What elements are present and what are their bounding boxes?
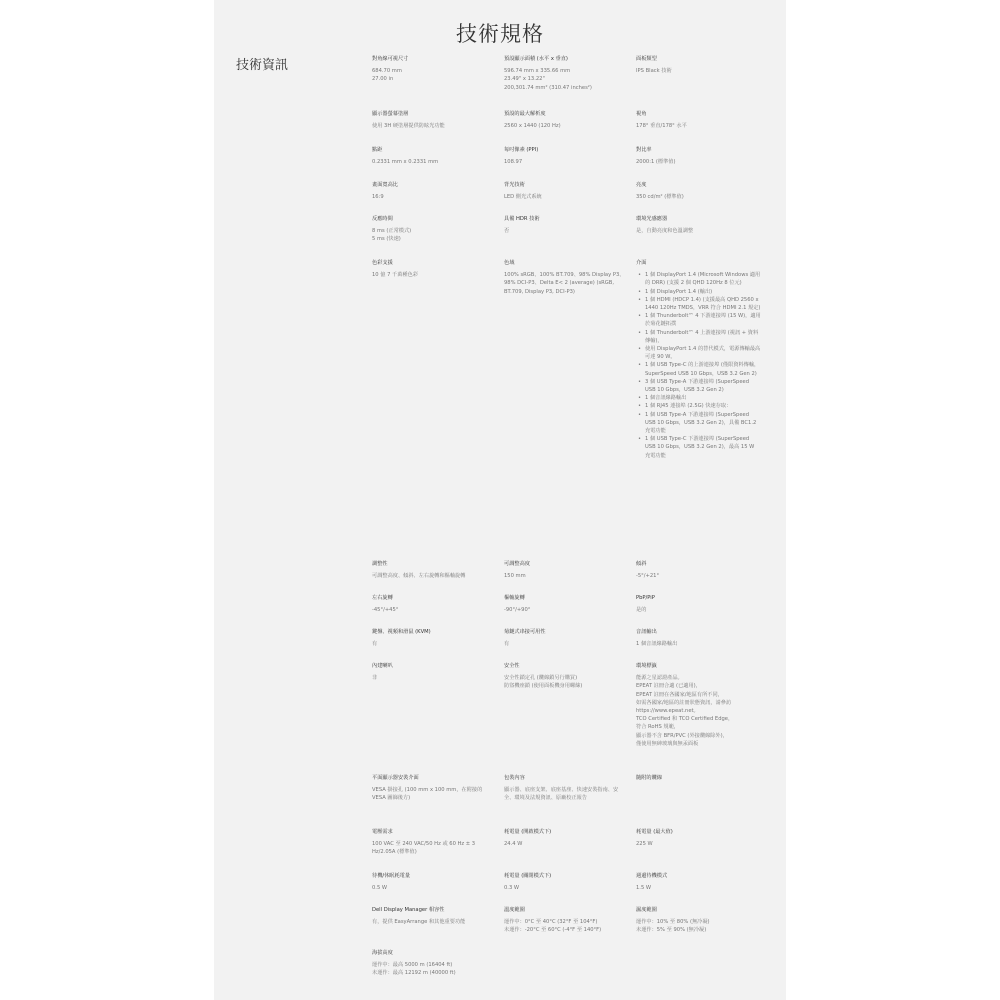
spec-label: 具備 HDR 技術: [504, 216, 540, 222]
list-item: • 3 個 USB Type-A 下游連接埠 (SuperSpeed USB 10 Gbps，USB 3.2 Gen 2): [645, 378, 761, 394]
list-item: • 1 個 HDMI (HDCP 1.4) (支援最高 QHD 2560 x 1440 120Hz TMDS，VRR 符合 HDMI 2.1 規定): [645, 296, 761, 312]
spec-max-resolution: [504, 110, 632, 130]
spec-label: 傾斜: [636, 561, 647, 567]
spec-value: 596.74 mm x 335.66 mm 23.49" x 13.22" 200,301.74 mm² (310.47 inches²): [504, 68, 592, 91]
spec-value: 運作中：0°C 至 40°C (32°F 至 104°F) 未運作：-20°C 至 60°C (-4°F 至 140°F): [504, 919, 602, 934]
spec-temperature: [504, 906, 632, 935]
spec-pixel-pitch: [372, 146, 500, 166]
spec-aspect-ratio: [372, 181, 500, 201]
page-title: 技術規格: [456, 22, 544, 46]
spec-value: 有: [504, 641, 510, 648]
spec-value: -45°/+45°: [372, 607, 399, 614]
spec-value: 100% sRGB、100% BT.709、98% Display P3、98% DCI-P3、Delta E< 2 (average) (sRGB, BT.709, Display P3, DCI-P3): [504, 272, 625, 295]
spec-value: 0.2331 mm x 0.2331 mm: [372, 159, 439, 166]
spec-label: 週邊待機模式: [636, 873, 668, 879]
spec-kvm: [372, 628, 500, 648]
list-item: • 使用 DisplayPort 1.4 的替代模式，電源傳輸最高可達 90 W。: [645, 345, 761, 361]
spec-label: 溫度範圍: [504, 907, 525, 913]
spec-label: 每吋像素 (PPI): [504, 147, 539, 153]
spec-label: 耗電量 (最大值): [636, 829, 673, 835]
spec-label: 反應時間: [372, 216, 393, 222]
spec-value: 否: [504, 228, 510, 235]
spec-label: 畫面寬高比: [372, 182, 398, 188]
interface-list: [636, 271, 761, 460]
spec-pbp-pip: [636, 594, 764, 614]
spec-value: 可調整高度、傾斜、左右旋轉和樞軸旋轉: [372, 573, 466, 580]
spec-label: 亮度: [636, 182, 647, 188]
spec-value: 178° 垂直/178° 水平: [636, 123, 687, 130]
list-item: • 1 個音訊線路輸出: [645, 394, 761, 402]
spec-label: 點距: [372, 147, 383, 153]
list-item: • 1 個 USB Type-C 下游連接埠 (SuperSpeed USB 10 Gbps，USB 3.2 Gen 2)，最高 15 W 充電功能: [645, 435, 761, 460]
spec-altitude: [372, 949, 500, 978]
spec-label: 調整性: [372, 561, 388, 567]
spec-display-area: [504, 55, 632, 92]
spec-value: 是，自動亮度和色溫調整: [636, 228, 694, 235]
spec-label: 視角: [636, 111, 647, 117]
spec-value: 684.70 mm 27.00 in: [372, 68, 402, 83]
spec-value: 108.97: [504, 159, 523, 166]
spec-label: 對角線可視尺寸: [372, 56, 409, 62]
spec-label: 海拔高度: [372, 950, 393, 956]
spec-label: 電壓需求: [372, 829, 393, 835]
spec-value: VESA 掛接孔 (100 mm x 100 mm，在附接的 VESA 圖篩後方): [372, 787, 483, 802]
list-item: • 1 個 DisplayPort 1.4 (Microsoft Windows 適用的 DRR) (支援 2 個 QHD 120Hz 8 位元): [645, 271, 761, 287]
spec-label: 環境光感應器: [636, 216, 668, 222]
list-item: • 1 個 USB Type-C 的上游連接埠 (僅限資料傳輸，SuperSpeed USB 10 Gbps，USB 3.2 Gen 2): [645, 361, 761, 377]
spec-label: 平面顯示器安裝介面: [372, 775, 419, 781]
spec-label: 色彩支援: [372, 260, 393, 266]
spec-value: 0.3 W: [504, 885, 520, 892]
spec-label: 介面: [636, 260, 647, 266]
spec-backlight: [504, 181, 632, 201]
spec-included-cables: [636, 774, 764, 786]
spec-label: PbP/PiP: [636, 595, 655, 601]
spec-value: 有: [372, 641, 378, 648]
spec-value: 225 W: [636, 841, 653, 848]
spec-label: 顯示器螢幕塗層: [372, 111, 409, 117]
spec-power-max: [636, 828, 764, 848]
spec-pivot: [504, 594, 632, 614]
spec-daisy-chain: [504, 628, 632, 648]
spec-value: 運作中：10% 至 80% (無冷凝) 未運作：5% 至 90% (無冷凝): [636, 919, 710, 934]
spec-label: 待機/休眠耗電量: [372, 873, 411, 879]
spec-label: 預設的最大解析度: [504, 111, 546, 117]
list-item: • 1 個 Thunderbolt™ 4 上游連接埠 (視訊 + 資料傳輸)，: [645, 329, 761, 345]
spec-coating: [372, 110, 500, 130]
list-item: • 1 個 Thunderbolt™ 4 下游連接埠 (15 W)，適用於菊花鏈拓撲: [645, 312, 761, 328]
spec-tilt: [636, 560, 764, 580]
spec-label: 音訊輸出: [636, 629, 657, 635]
spec-value: 150 mm: [504, 573, 526, 580]
spec-value: 能源之星認證產品。 EPEAT 註冊合適 (已適用)， EPEAT 註冊在各國家/地區有所不同， 如需各國家/地區的註冊狀態資訊，請參訪 https://www.epeat.net。 TCO Certified 和 TCO Certified Edge， 符合 RoHS 規範， 顯示器不含 BFR/PVC (外接纜線除外)， 僅使用無砷玻璃與無汞面板: [636, 675, 734, 747]
spec-value: 有，提供 EasyArrange 和其他重要功能: [372, 919, 466, 926]
spec-label: 預設顯示面積 (水平 x 垂直): [504, 56, 568, 62]
spec-value: 運作中：最高 5000 m (16404 ft) 未運作：最高 12192 m (40000 ft): [372, 962, 456, 977]
spec-value: -5°/+21°: [636, 573, 660, 580]
spec-value: IPS Black 技術: [636, 68, 672, 75]
spec-value: 8 ms (正常模式) 5 ms (快速): [372, 228, 412, 243]
spec-brightness: [636, 181, 764, 201]
spec-label: Dell Display Manager 相容性: [372, 907, 445, 913]
spec-value: 安全性鎖定孔 (纜線鎖另行購買) 防盜機座鎖 (使用面板機身用螺絲): [504, 675, 583, 690]
spec-label: 可調整高度: [504, 561, 530, 567]
spec-swivel: [372, 594, 500, 614]
spec-value: 2560 x 1440 (120 Hz): [504, 123, 561, 130]
spec-label: 耗電量 (關閉模式下): [504, 873, 552, 879]
spec-value: 使用 3H 硬塗層提供防眩光功能: [372, 123, 445, 130]
spec-value: 非: [372, 675, 378, 682]
spec-label: 菊鏈式串接可用性: [504, 629, 546, 635]
spec-ddm-compat: [372, 906, 500, 926]
spec-diagonal-size: [372, 55, 500, 84]
spec-value: 100 VAC 至 240 VAC/50 Hz 或 60 Hz ± 3 Hz/2.05A (標準值): [372, 841, 476, 856]
spec-label: 面板類型: [636, 56, 657, 62]
spec-environmental: [636, 662, 761, 748]
spec-label: 鍵盤、視頻和滑鼠 (KVM): [372, 629, 431, 635]
spec-label: 樞軸旋轉: [504, 595, 525, 601]
spec-value: 24.4 W: [504, 841, 523, 848]
spec-value: 350 cd/m² (標準值): [636, 194, 684, 201]
spec-contrast-ratio: [636, 146, 764, 166]
spec-power-on-mode: [504, 828, 632, 848]
spec-standby-power: [372, 872, 500, 892]
spec-label: 對比率: [636, 147, 652, 153]
spec-value: 1.5 W: [636, 885, 652, 892]
section-label: 技術資訊: [236, 58, 289, 73]
spec-label: 環境標籤: [636, 663, 657, 669]
spec-value: 10 億 7 千萬種色彩: [372, 272, 418, 279]
list-item: • 1 個 USB Type-A 下游連接埠 (SuperSpeed USB 10 Gbps，USB 3.2 Gen 2)，具備 BC1.2 充電功能: [645, 411, 761, 436]
spec-height-adjust: [504, 560, 632, 580]
spec-value: 1 個音訊線路輸出: [636, 641, 678, 648]
spec-value: 16:9: [372, 194, 384, 201]
spec-adjustability: [372, 560, 500, 580]
list-item: • 1 個 RJ45 連接埠 (2.5G) 快速存取：: [645, 402, 761, 410]
spec-panel: [214, 0, 786, 1000]
spec-ambient-light-sensor: [636, 215, 764, 235]
spec-label: 隨附的纜線: [636, 775, 662, 781]
spec-label: 色域: [504, 260, 515, 266]
spec-viewing-angle: [636, 110, 764, 130]
list-item: • 1 個 DisplayPort 1.4 (輸出): [645, 288, 761, 296]
spec-label: 包裝內容: [504, 775, 525, 781]
spec-label: 內建喇叭: [372, 663, 393, 669]
spec-interfaces: [636, 259, 761, 460]
spec-peripheral-standby: [636, 872, 764, 892]
spec-hdr: [504, 215, 632, 235]
spec-speakers: [372, 662, 500, 682]
spec-value: -90°/+90°: [504, 607, 531, 614]
spec-label: 安全性: [504, 663, 520, 669]
spec-value: 顯示器、底座支架、底座基座、快速安裝指南、安全、環境及法規資訊、原廠校正報告: [504, 787, 619, 802]
spec-label: 耗電量 (開啟模式下): [504, 829, 552, 835]
spec-color-support: [372, 259, 500, 279]
spec-label: 濕度範圍: [636, 907, 657, 913]
spec-panel-type: [636, 55, 764, 75]
spec-value: 2000:1 (標準值): [636, 159, 676, 166]
spec-value: 是的: [636, 607, 647, 614]
spec-box-contents: [504, 774, 626, 803]
spec-value: LED 側光式系統: [504, 194, 542, 201]
spec-label: 左右旋轉: [372, 595, 393, 601]
spec-ppi: [504, 146, 632, 166]
spec-color-gamut: [504, 259, 626, 296]
spec-security: [504, 662, 626, 691]
spec-audio-out: [636, 628, 764, 648]
spec-power-off-mode: [504, 872, 632, 892]
spec-value: 0.5 W: [372, 885, 388, 892]
spec-humidity: [636, 906, 764, 935]
spec-response-time: [372, 215, 500, 244]
spec-voltage: [372, 828, 494, 857]
spec-label: 背光技術: [504, 182, 525, 188]
spec-vesa-mount: [372, 774, 494, 803]
